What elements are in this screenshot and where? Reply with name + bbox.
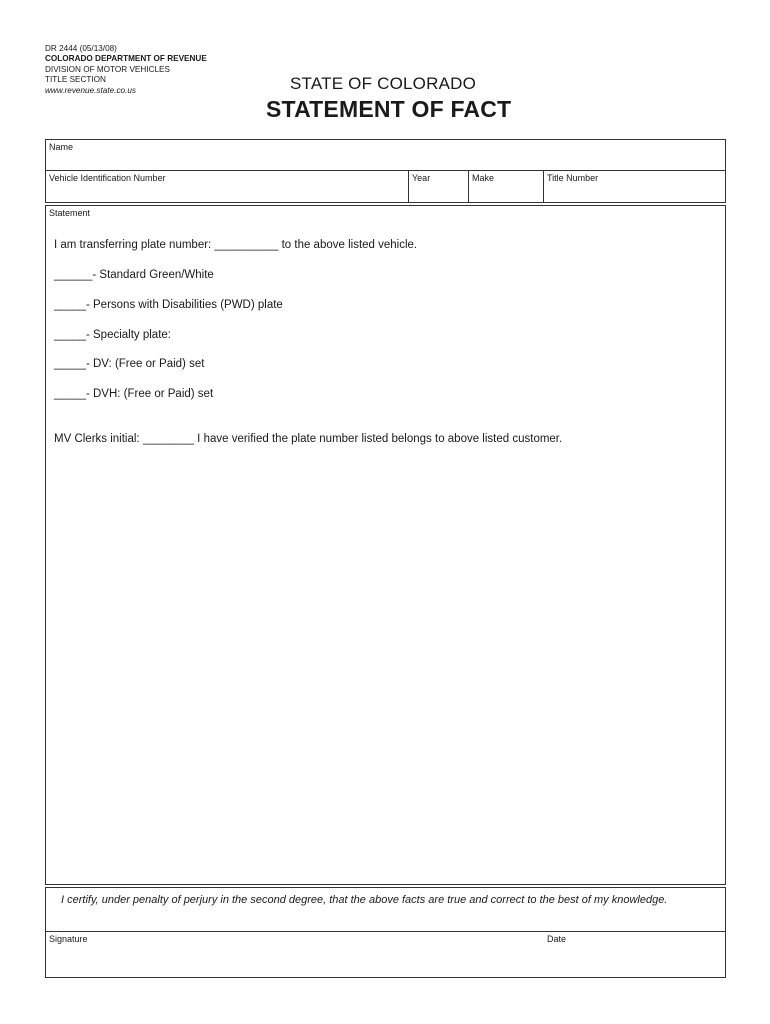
- divider: [45, 931, 726, 932]
- name-field[interactable]: Name: [49, 142, 74, 152]
- page-title: STATEMENT OF FACT: [266, 96, 512, 122]
- clerk-initial-line: MV Clerks initial: ________ I have verified the plate number listed belongs to above listed customer.: [54, 433, 563, 445]
- date-field[interactable]: Date: [547, 934, 567, 944]
- title-number-field[interactable]: Title Number: [547, 173, 599, 183]
- signature-field[interactable]: Signature: [49, 934, 88, 944]
- section-name: TITLE SECTION: [45, 75, 106, 85]
- form-id: DR 2444 (05/13/08): [45, 44, 117, 53]
- department-name: COLORADO DEPARTMENT OF REVENUE: [45, 54, 207, 64]
- pwd-plate-option: _____- Persons with Disabilities (PWD) plate: [54, 299, 283, 311]
- vin-field[interactable]: Vehicle Identification Number: [49, 173, 166, 183]
- certification-text: I certify, under penalty of perjury in the second degree, that the above facts are true and correct to the best of my knowledge.: [61, 894, 668, 906]
- form-header: [45, 44, 207, 96]
- plate-transfer-line: I am transferring plate number: __________ to the above listed vehicle.: [54, 239, 418, 251]
- divider: [468, 170, 469, 203]
- vehicle-info-box: [45, 139, 726, 203]
- make-field[interactable]: Make: [472, 173, 495, 183]
- divider: [543, 170, 544, 203]
- division-name: DIVISION OF MOTOR VEHICLES: [45, 64, 170, 74]
- state-heading: STATE OF COLORADO: [290, 74, 477, 93]
- specialty-plate-option: _____- Specialty plate:: [54, 329, 171, 341]
- divider: [408, 170, 409, 203]
- divider: [45, 170, 726, 171]
- website-link[interactable]: www.revenue.state.co.us: [45, 85, 137, 95]
- dv-plate-option: _____- DV: (Free or Paid) set: [54, 358, 205, 370]
- standard-plate-option: ______- Standard Green/White: [54, 269, 214, 281]
- dvh-plate-option: _____- DVH: (Free or Paid) set: [54, 388, 214, 400]
- year-field[interactable]: Year: [412, 173, 431, 183]
- statement-label: Statement: [49, 208, 91, 218]
